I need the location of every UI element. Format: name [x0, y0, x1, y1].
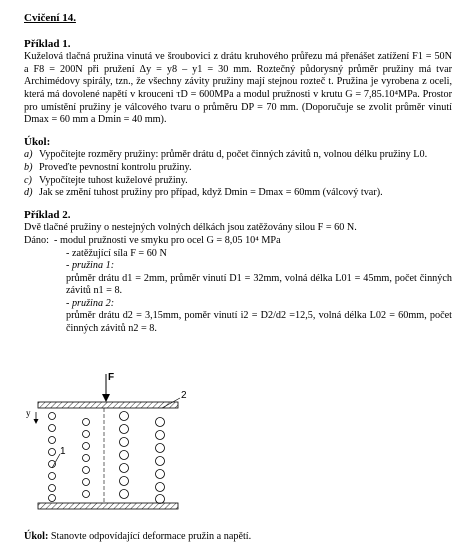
spring-2 — [120, 412, 165, 504]
given-block — [24, 235, 452, 336]
document — [24, 12, 452, 336]
page-title: Cvičení 14. — [24, 12, 76, 24]
example-1-text: Kuželová tlačná pružina vinutá ve šroubovici z drátu kruhového průřezu má přenášet zatížení F1 = 50N a F8 = 200N při pružení Δy = y8 – y1 = 30 mm. Roztečný půdorysný průměr pružiny má tvar Archimédovy spirály, tzn., že všechny závity pružiny mají stejnou rozteč t. Pružina je vyrobena z oceli, která má dovolené napětí v krouceni τD = 600MPa a modul pružnosti v krutu G = 7,85.10⁴MPa. Prostor pro umístění pružiny je válcového tvaru o průměru DP = 70 mm. (Doporučuje se zvolit průměr vinutí Dmax = 60 mm a Dmin = 40 mm). — [24, 51, 452, 126]
task-item: b) Proveďte pevnostní kontrolu pružiny. — [24, 161, 192, 173]
example-1-task-label: Úkol: — [24, 135, 51, 148]
force-label: F — [108, 372, 115, 383]
task-item: c) Vypočítejte tuhost kuželové pružiny. — [24, 174, 188, 186]
spring-1-label: - pružina 1: — [66, 260, 115, 272]
springs-figure — [24, 372, 194, 512]
label-1: 1 — [60, 446, 66, 457]
task-2-text: Stanovte odpovídající deformace pružin a napětí. — [50, 531, 252, 542]
task-item: a) Vypočítejte rozměry pružiny: průměr drátu d, počet činných závitů n, volnou délku pružiny L0. — [24, 149, 428, 161]
example-2-heading: Příklad 2. — [24, 208, 71, 221]
example-1-heading: Příklad 1. — [24, 37, 71, 50]
label-2: 2 — [181, 390, 187, 401]
spring-2-text: průměr drátu d2 = 3,15mm, poměr vinutí i2 = D2/d2 =12,5, volná délka L02 = 60mm, počet činných závitů n2 = 8. — [66, 310, 452, 335]
task-item: d) Jak se změní tuhost pružiny pro případ, když Dmin = Dmax = 60mm (válcový tvar). — [24, 187, 383, 199]
spring-1 — [49, 413, 90, 502]
given-line: - modul pružnosti ve smyku pro ocel G = 8,05 10⁴ MPa — [54, 234, 281, 246]
bottom-plate — [38, 503, 178, 509]
top-plate — [38, 402, 178, 408]
task-list — [24, 149, 452, 199]
spring-1-text: průměr drátu d1 = 2mm, průměr vinutí D1 = 32mm, volná délka L01 = 45mm, počet činných závitů n1 = 8. — [66, 272, 452, 297]
given-label: Dáno: — [24, 234, 49, 246]
given-line: - zatěžující síla F = 60 N — [66, 247, 167, 259]
example-2-intro: Dvě tlačné pružiny o nestejných volných délkách jsou zatěžovány silou F = 60 N. — [24, 222, 357, 234]
task-2-label: Úkol: — [24, 531, 49, 542]
y-label: y — [26, 408, 31, 418]
task-2 — [24, 531, 452, 544]
spring-2-label: - pružina 2: — [66, 297, 115, 309]
